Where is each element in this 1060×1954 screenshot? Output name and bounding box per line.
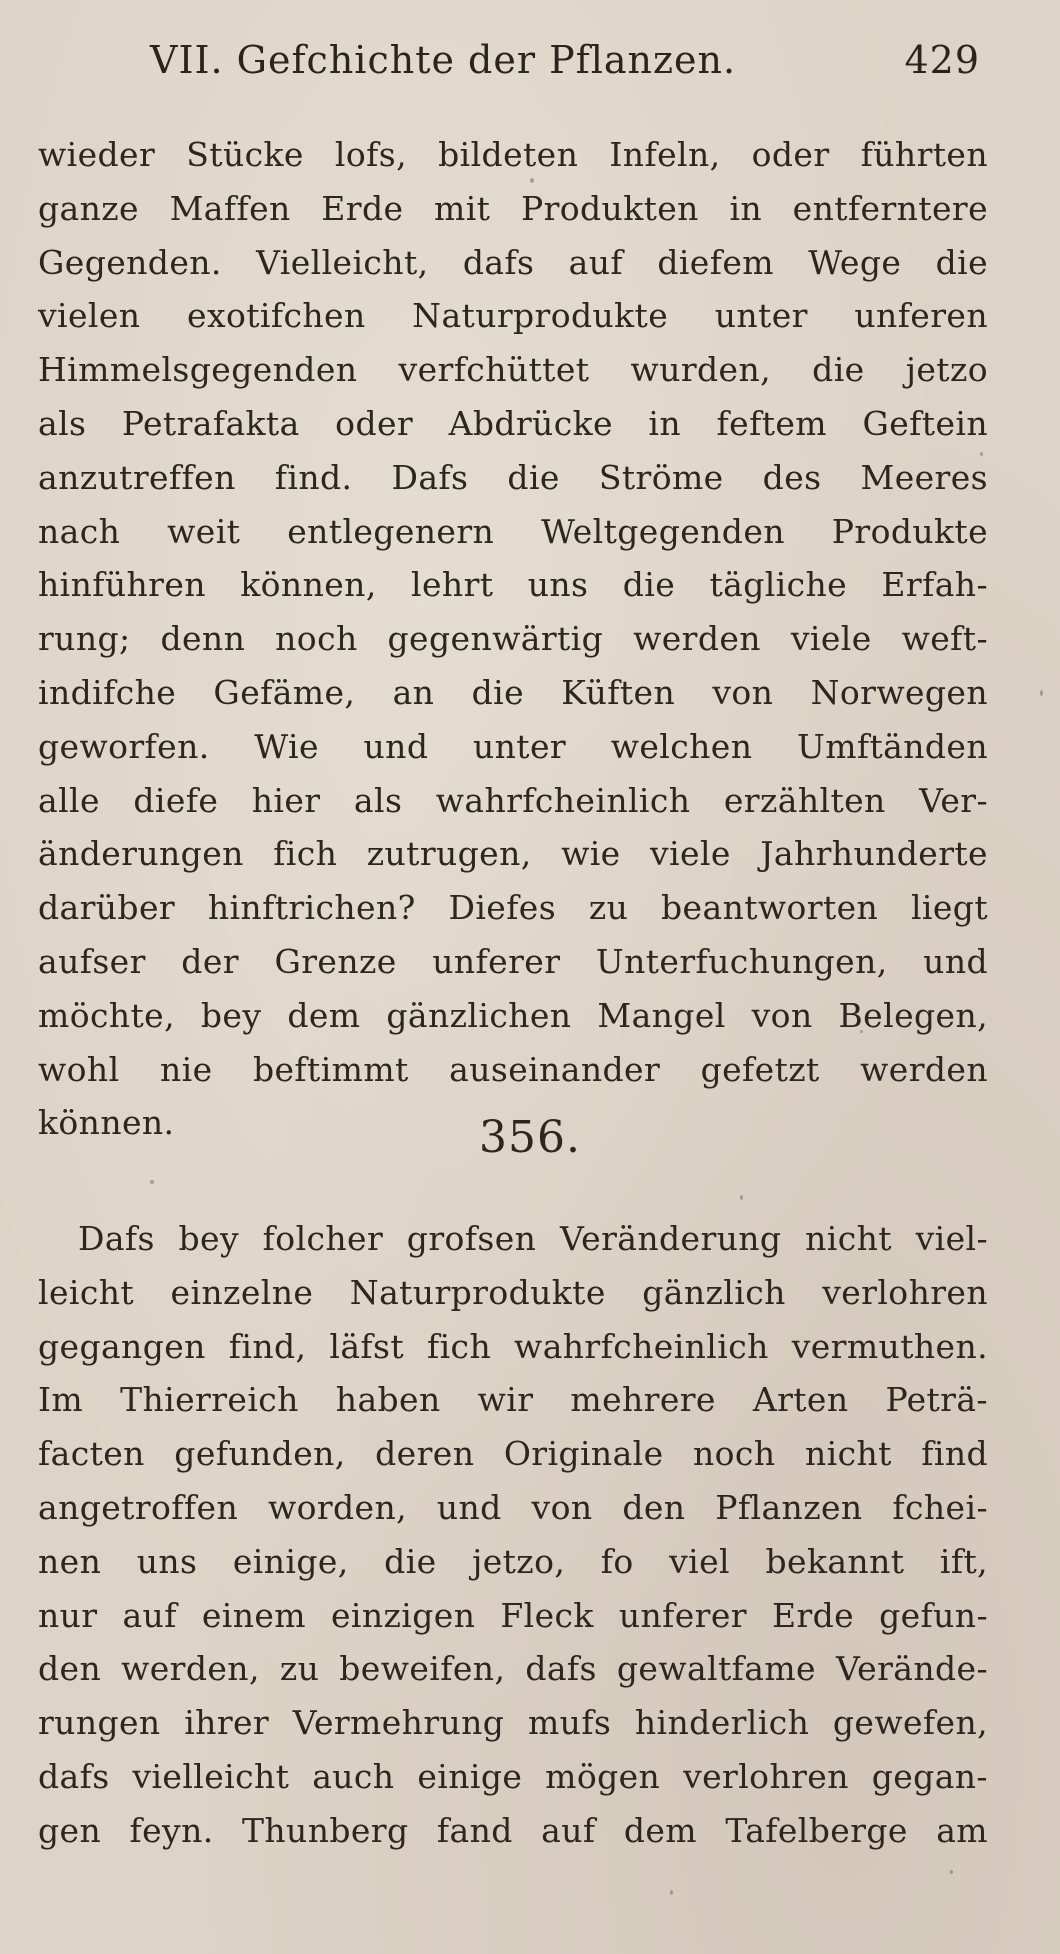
text-line: vielen exotifchen Naturprodukte unter unferen [38,296,988,336]
text-line: änderungen fich zutrugen, wie viele Jahrhunderte [38,834,988,874]
text-line: angetroffen worden, und von den Pflanzen fchei- [38,1487,988,1527]
text-line: Dafs bey folcher grofsen Veränderung nicht viel- [78,1219,988,1258]
text-line: nen uns einige, die jetzo, fo viel bekannt ift, [38,1541,988,1581]
text-line: können. [38,1103,175,1143]
text-line: ganze Maffen Erde mit Produkten in entferntere [38,188,988,228]
paper-speck [1040,690,1043,696]
paragraph-1 [38,128,988,1150]
text-line: darüber hinftrichen? Diefes zu beantworten liegt [38,888,988,928]
text-line: möchte, bey dem gänzlichen Mangel von Belegen, [38,995,988,1035]
text-line: leicht einzelne Naturprodukte gänzlich verlohren [38,1272,988,1312]
text-line: wieder Stücke lofs, bildeten Infeln, oder führten [38,135,988,174]
paragraph-2 [38,1212,988,1858]
text-line: geworfen. Wie und unter welchen Umftänden [38,726,988,766]
text-line: den werden, zu beweifen, dafs gewaltfame Verände- [38,1649,988,1689]
running-header [140,38,980,98]
chapter-title: VII. Gefchichte der Pflanzen. [150,38,737,82]
text-line: gen feyn. Thunberg fand auf dem Tafelberge am [38,1810,988,1850]
text-line: facten gefunden, deren Originale noch nicht find [38,1434,988,1474]
text-line: anzutreffen find. Dafs die Ströme des Meeres [38,457,988,497]
text-line: Himmelsgegenden verfchüttet wurden, die jetzo [38,350,988,390]
text-line: alle diefe hier als wahrfcheinlich erzählten Ver- [38,780,988,820]
text-line: hinführen können, lehrt uns die tägliche Erfah- [38,565,988,605]
paper-speck [670,1890,673,1895]
text-line: wohl nie beftimmt auseinander gefetzt werden [38,1049,988,1089]
text-line: als Petrafakta oder Abdrücke in feftem Geftein [38,403,988,443]
paper-speck [860,1030,863,1033]
paper-speck [530,178,534,183]
section-number: 356. [479,1112,581,1163]
text-line: aufser der Grenze unferer Unterfuchungen, und [38,941,988,981]
page-number: 429 [904,38,980,82]
paper-speck [950,1870,953,1874]
text-line: indifche Gefäme, an die Küften von Norwegen [38,672,988,712]
text-line: rung; denn noch gegenwärtig werden viele weft- [38,619,988,659]
text-line: Im Thierreich haben wir mehrere Arten Peträ- [38,1380,988,1420]
paper-speck [150,1180,154,1184]
text-line: dafs vielleicht auch einige mögen verlohren gegan- [38,1756,988,1796]
text-line: rungen ihrer Vermehrung mufs hinderlich gewefen, [38,1703,988,1743]
paper-speck [740,1195,743,1200]
text-line: nach weit entlegenern Weltgegenden Produkte [38,511,988,551]
text-line: gegangen find, läfst fich wahrfcheinlich vermuthen. [38,1326,988,1366]
paper-speck [980,452,983,456]
text-line: nur auf einem einzigen Fleck unferer Erde gefun- [38,1595,988,1635]
text-line: Gegenden. Vielleicht, dafs auf diefem Wege die [38,242,988,282]
